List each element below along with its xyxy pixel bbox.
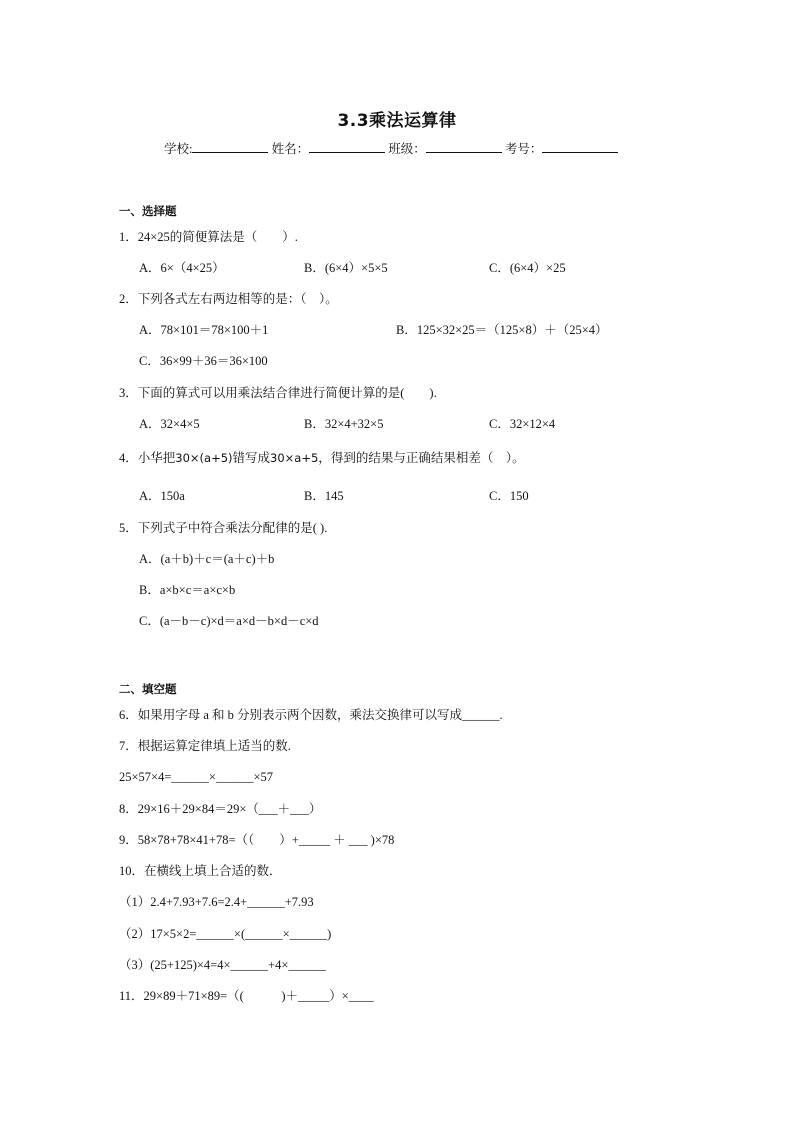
- name-label: 姓名：: [271, 142, 310, 156]
- exam-no-blank[interactable]: [542, 139, 618, 153]
- question-5-stem: 5．下列式子中符合乘法分配律的是( ).: [119, 521, 328, 535]
- question-7: 7．根据运算定律填上适当的数.: [119, 739, 291, 753]
- question-3-stem: 3．下面的算式可以用乘法结合律进行简便计算的是( ).: [119, 386, 437, 400]
- question-10: 10．在横线上填上合适的数．: [119, 864, 282, 878]
- question-5-option-b[interactable]: B．a×b×c＝a×c×b: [139, 583, 236, 597]
- question-10-part-3: （3）(25+125)×4=4×______+4×______: [119, 958, 326, 972]
- section-heading-choice: 一、选择题: [119, 204, 177, 218]
- question-2-option-b[interactable]: B．125×32×25＝（125×8）＋（25×4）: [396, 323, 608, 337]
- question-3-option-a[interactable]: A．32×4×5: [139, 417, 200, 431]
- question-6: 6．如果用字母 a 和 b 分别表示两个因数，乘法交换律可以写成______.: [119, 708, 503, 722]
- school-label: 学校:: [164, 142, 193, 156]
- question-4-stem: [119, 450, 525, 466]
- question-7-expression: 25×57×4=______×______×57: [119, 770, 273, 784]
- exam-no-label: 考号：: [504, 142, 543, 156]
- question-5-option-c[interactable]: C．(a－b－c)×d＝a×d－b×d－c×d: [139, 614, 319, 628]
- question-2-stem: 2．下列各式左右两边相等的是：（ ）。: [119, 292, 338, 306]
- question-3-option-b[interactable]: B．32×4+32×5: [304, 417, 384, 431]
- question-4-option-a[interactable]: A．150a: [139, 489, 185, 503]
- question-5-option-a[interactable]: A．(a＋b)＋c＝(a＋c)＋b: [139, 552, 275, 566]
- class-blank[interactable]: [426, 139, 502, 153]
- question-4-expression-correct: 30×(a+5): [175, 451, 233, 465]
- question-3-option-c[interactable]: C．32×12×4: [489, 417, 556, 431]
- question-9: 9．58×78+78×41+78=（（ ）+_____ ＋ ___ )×78: [119, 833, 395, 847]
- school-blank[interactable]: [192, 139, 268, 153]
- question-4-expression-wrong: 30×a+5: [270, 451, 319, 465]
- question-4-option-c[interactable]: C．150: [489, 489, 529, 503]
- question-2-option-c[interactable]: C．36×99＋36＝36×100: [139, 354, 268, 368]
- question-4-option-b[interactable]: B．145: [304, 489, 344, 503]
- question-1-stem: 1．24×25的简便算法是（ ）.: [119, 230, 298, 244]
- question-8: 8．29×16＋29×84＝29×（___＋___）: [119, 802, 322, 816]
- page-title: 3.3乘法运算律: [337, 111, 457, 131]
- question-1-option-c[interactable]: C．(6×4）×25: [489, 261, 566, 275]
- question-4-suffix: ，得到的结果与正确结果相差（ ）。: [318, 451, 525, 465]
- question-1-option-a[interactable]: A．6×（4×25）: [139, 261, 225, 275]
- student-info-line: [164, 139, 618, 157]
- class-label: 班级：: [388, 142, 426, 156]
- section-heading-fill-in: 二、填空题: [119, 682, 177, 696]
- question-10-part-1: （1）2.4+7.93+7.6=2.4+______+7.93: [119, 895, 314, 909]
- question-11: 11．29×89＋71×89=（( )＋_____）×____: [119, 989, 374, 1003]
- question-1-option-b[interactable]: B．(6×4）×5×5: [304, 261, 388, 275]
- question-10-part-2: （2）17×5×2=______×(______×______): [119, 927, 332, 941]
- name-blank[interactable]: [309, 139, 385, 153]
- question-4-mid: 错写成: [232, 451, 271, 465]
- question-4-prefix: 4．小华把: [119, 451, 176, 465]
- question-2-option-a[interactable]: A．78×101＝78×100＋1: [139, 323, 269, 337]
